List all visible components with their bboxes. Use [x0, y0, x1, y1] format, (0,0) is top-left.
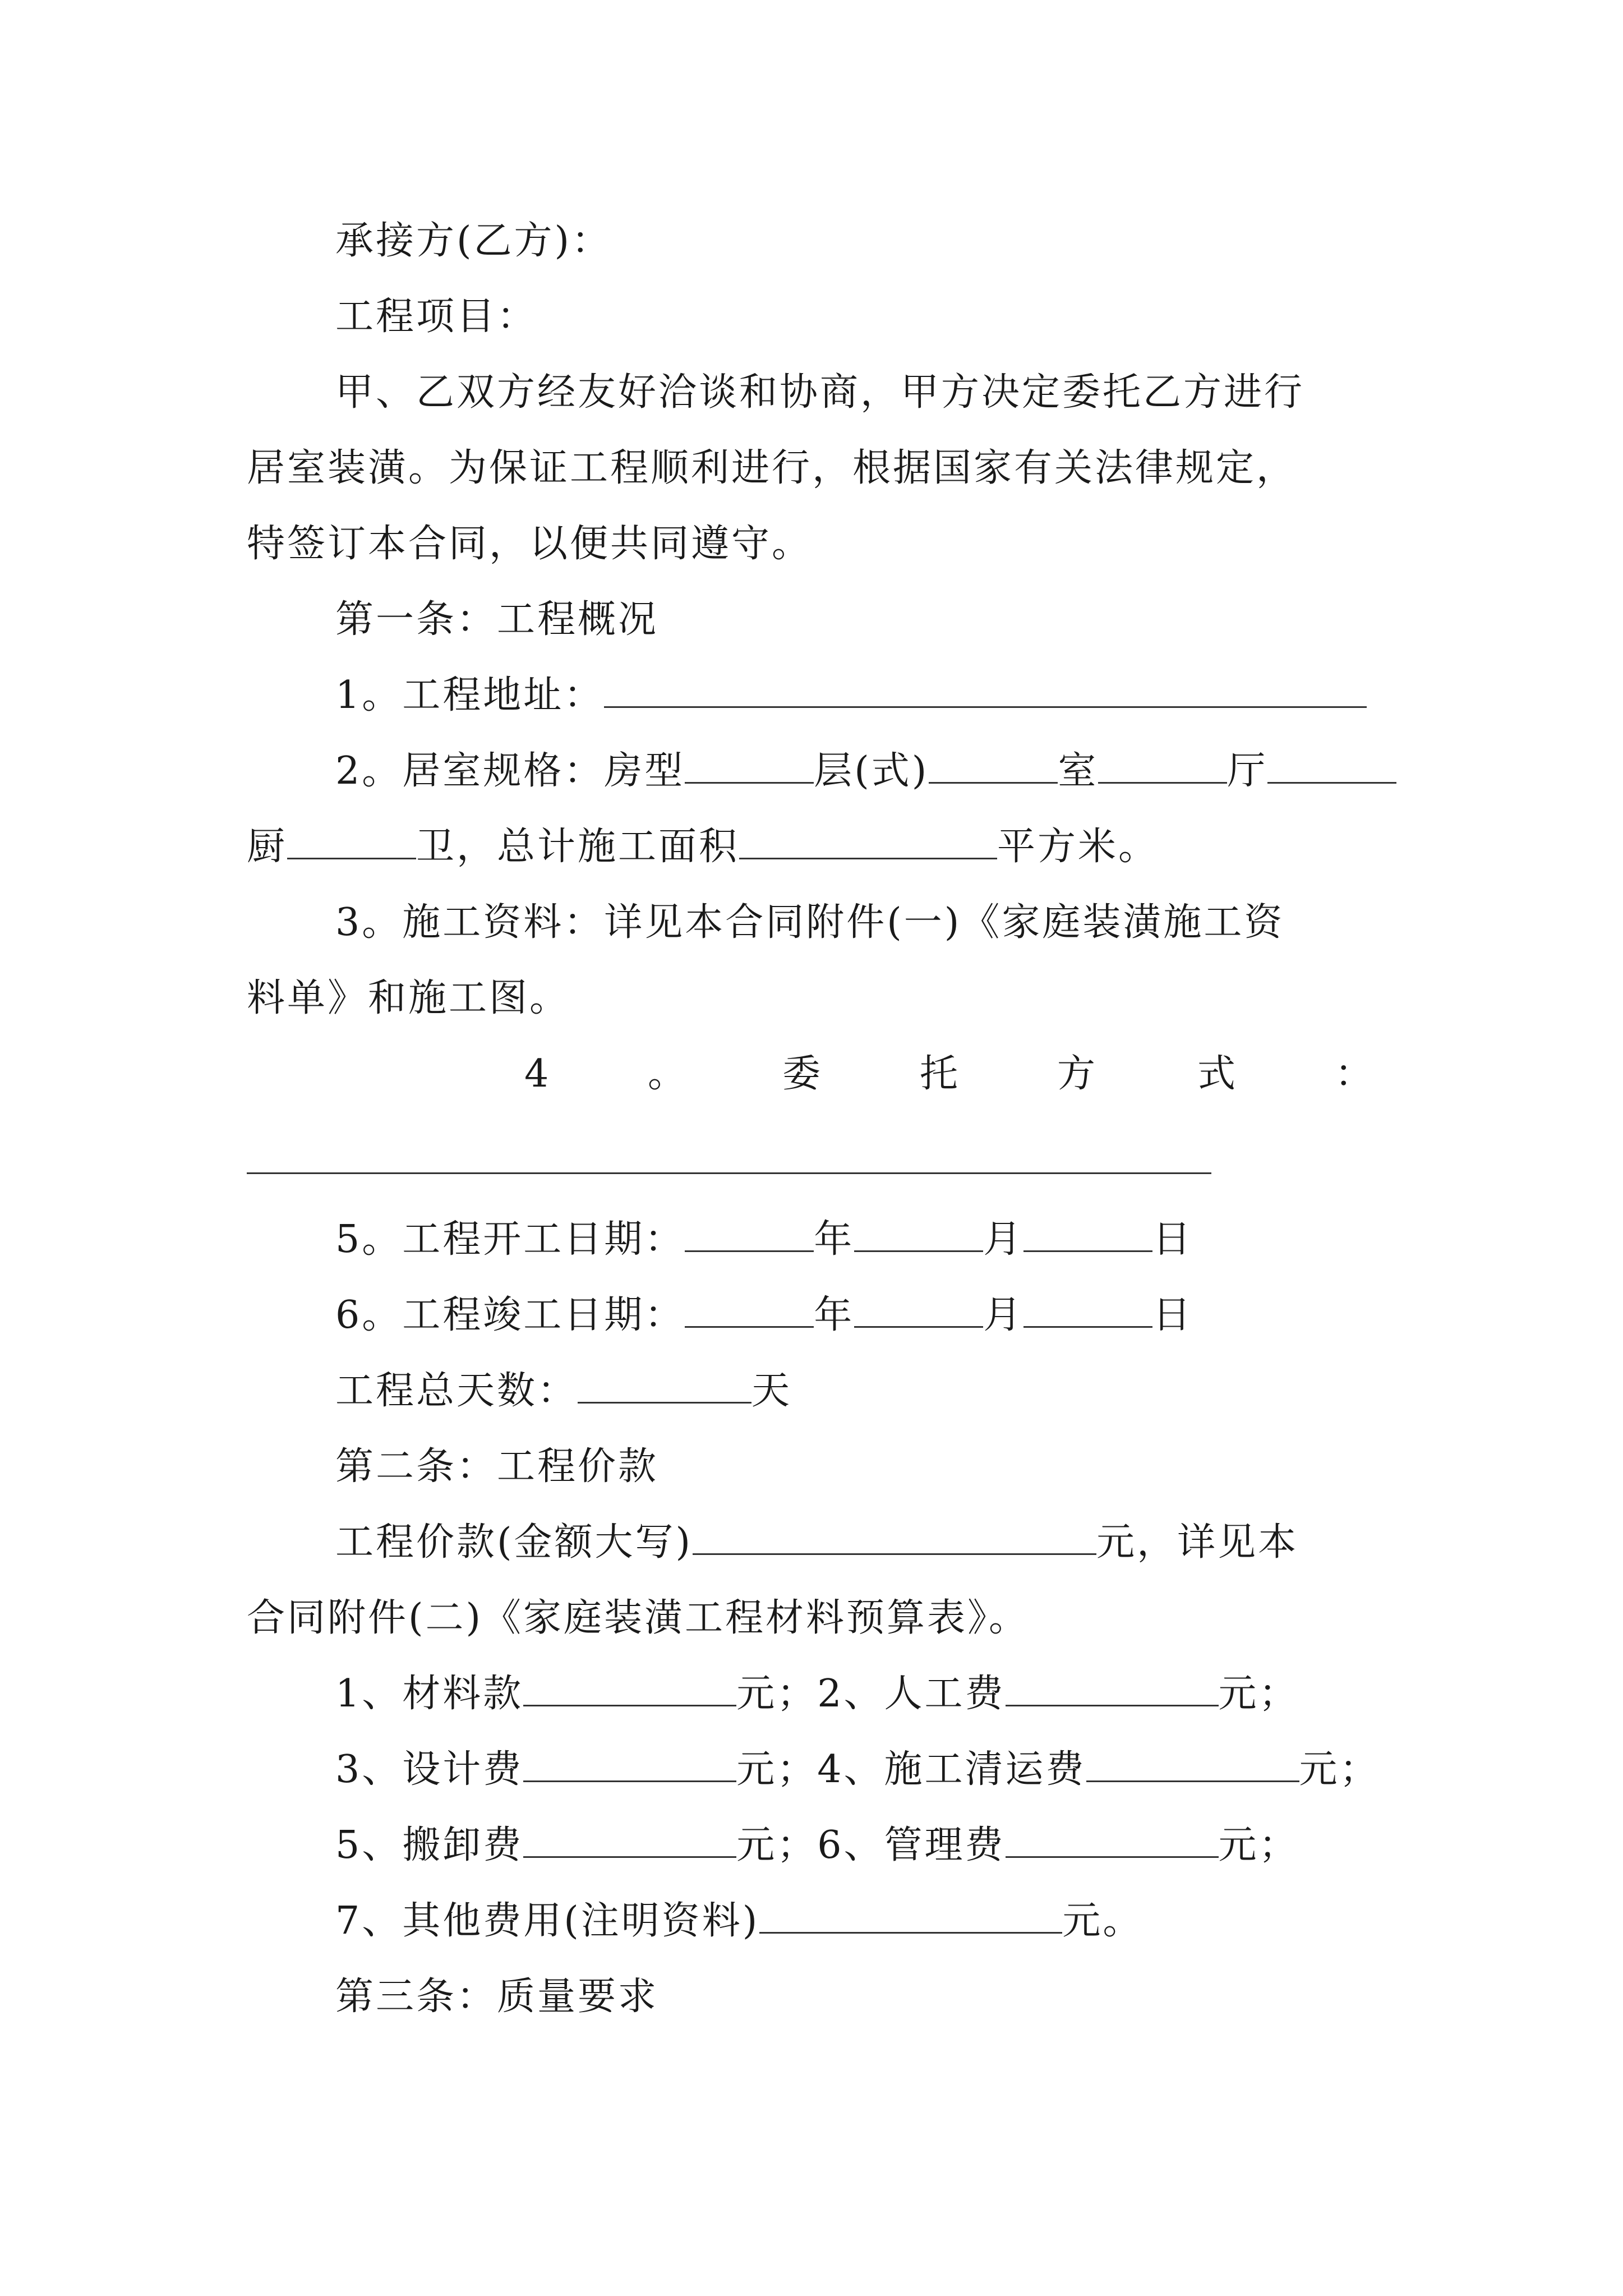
fee5-unit: 元；	[736, 1823, 818, 1867]
item2-unit-label: 平方米。	[997, 825, 1159, 869]
total-days-unit: 天	[751, 1369, 792, 1413]
price-amount-blank[interactable]	[693, 1519, 1096, 1555]
fee4-blank[interactable]	[1086, 1746, 1299, 1782]
item2-kitchen-label: 厨	[247, 825, 288, 869]
item4-char: 4	[524, 1052, 549, 1096]
total-days-line	[335, 1363, 792, 1419]
fee3-label: 3、设计费	[335, 1747, 524, 1792]
fee-line-4	[335, 1893, 1143, 1949]
item2-rooms-label: 室	[1058, 749, 1099, 793]
intro-line-2: 居室装潢。为保证工程顺利进行，根据国家有关法律规定，	[247, 446, 1297, 490]
item2-line-1	[335, 743, 1396, 799]
fee-line-1	[335, 1666, 1299, 1722]
fee2-unit: 元；	[1218, 1672, 1299, 1716]
item1-label: 1。工程地址：	[335, 673, 605, 717]
item4-char: 托	[920, 1052, 958, 1096]
area-blank[interactable]	[739, 823, 997, 859]
item6-line	[335, 1287, 1193, 1343]
article2-title: 第二条：工程价款	[335, 1444, 659, 1489]
price-line-1	[335, 1515, 1298, 1571]
fee1-label: 1、材料款	[335, 1672, 524, 1716]
article3-title: 第三条：质量要求	[335, 1975, 659, 2019]
item2-floors-label: 层(式)	[814, 749, 929, 793]
item4-char: 式	[1197, 1052, 1236, 1096]
fee6-label: 6、管理费	[817, 1823, 1006, 1867]
fee2-blank[interactable]	[1006, 1670, 1219, 1706]
item5-line	[335, 1212, 1193, 1268]
kitchens-blank[interactable]	[1267, 747, 1396, 784]
item2-halls-label: 厅	[1227, 749, 1268, 793]
total-days-blank[interactable]	[578, 1367, 751, 1404]
fee-line-3	[335, 1818, 1299, 1874]
item3-line-2: 料单》和施工图。	[247, 976, 570, 1020]
address-blank[interactable]	[604, 671, 1367, 708]
start-year-blank[interactable]	[685, 1216, 814, 1252]
item2-area-label: 卫，总计施工面积	[416, 825, 740, 869]
fee3-unit: 元；	[736, 1747, 818, 1792]
end-year-blank[interactable]	[685, 1291, 814, 1328]
fee4-label: 4、施工清运费	[817, 1747, 1086, 1792]
halls-blank[interactable]	[1098, 747, 1227, 784]
item6-label: 6。工程竣工日期：	[335, 1293, 685, 1337]
fee3-blank[interactable]	[523, 1746, 736, 1782]
intro-line-3: 特签订本合同，以便共同遵守。	[247, 522, 813, 566]
floors-blank[interactable]	[685, 747, 814, 784]
intro-line-1: 甲、乙双方经友好洽谈和协商，甲方决定委托乙方进行	[335, 370, 1305, 415]
item4-char: 委	[782, 1052, 821, 1096]
day-label: 日	[1152, 1293, 1193, 1337]
project-line: 工程项目：	[335, 295, 538, 339]
article1-title: 第一条：工程概况	[335, 597, 659, 642]
item2-line-2	[247, 819, 1159, 875]
fee7-label: 7、其他费用(注明资料)	[335, 1899, 760, 1943]
month-label: 月	[983, 1217, 1024, 1262]
item4-char: 方	[1057, 1052, 1096, 1096]
fee2-label: 2、人工费	[817, 1672, 1006, 1716]
item5-label: 5。工程开工日期：	[335, 1217, 685, 1262]
item4-char: 。	[648, 1052, 686, 1096]
year-label: 年	[814, 1217, 855, 1262]
item3-line-1: 3。施工资料：详见本合同附件(一)《家庭装潢施工资	[335, 900, 1285, 945]
end-month-blank[interactable]	[854, 1291, 983, 1328]
rooms-blank[interactable]	[929, 747, 1058, 784]
fee4-unit: 元；	[1299, 1747, 1380, 1792]
fee7-blank[interactable]	[759, 1897, 1062, 1934]
total-days-label: 工程总天数：	[335, 1369, 578, 1413]
fee5-blank[interactable]	[523, 1821, 736, 1858]
price-unit-label: 元，详见本	[1096, 1520, 1299, 1565]
price-label: 工程价款(金额大写)	[335, 1520, 693, 1565]
baths-blank[interactable]	[287, 823, 416, 859]
start-day-blank[interactable]	[1023, 1216, 1152, 1252]
day-label: 日	[1152, 1217, 1193, 1262]
item2-room-type-label: 2。居室规格：房型	[335, 749, 685, 793]
fee5-label: 5、搬卸费	[335, 1823, 524, 1867]
end-day-blank[interactable]	[1023, 1291, 1152, 1328]
year-label: 年	[814, 1293, 855, 1337]
item1-line	[335, 668, 1367, 724]
start-month-blank[interactable]	[854, 1216, 983, 1252]
price-line-2: 合同附件(二)《家庭装潢工程材料预算表》。	[247, 1596, 1030, 1640]
fee6-blank[interactable]	[1006, 1821, 1219, 1858]
item4-char: ：	[1335, 1052, 1373, 1096]
fee1-blank[interactable]	[523, 1670, 736, 1706]
fee6-unit: 元；	[1218, 1823, 1299, 1867]
fee1-unit: 元；	[736, 1672, 818, 1716]
party-b-line: 承接方(乙方)：	[335, 219, 612, 263]
month-label: 月	[983, 1293, 1024, 1337]
commission-method-blank[interactable]	[247, 1172, 1211, 1174]
fee-line-2	[335, 1742, 1380, 1798]
fee7-unit: 元。	[1062, 1899, 1144, 1943]
